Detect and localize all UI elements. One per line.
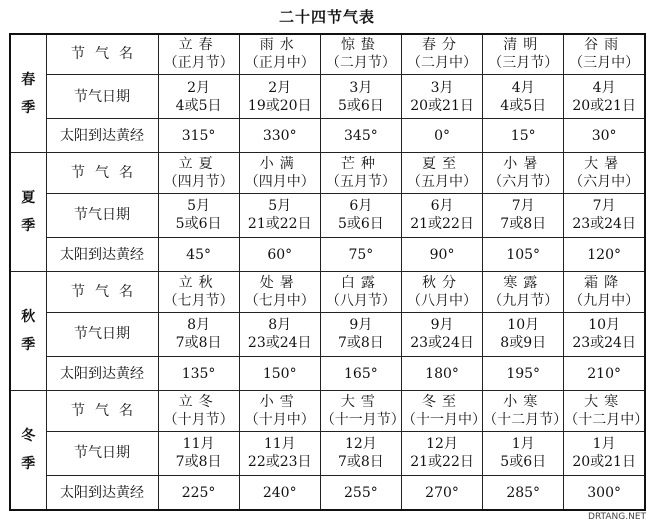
term-date-cell: [320, 193, 401, 237]
term-date-month: 9月: [430, 317, 454, 334]
term-name-cell: [239, 34, 320, 74]
term-month: （正月中）: [244, 55, 315, 72]
row-label-date: 节气日期: [46, 74, 158, 118]
term-date-month: 1月: [511, 436, 535, 453]
term-date-cell: [158, 193, 239, 237]
term-name: 小满: [259, 156, 300, 173]
season-name-row: [10, 153, 645, 193]
term-name-cell: [320, 34, 401, 74]
term-date-day: 22或23日: [247, 454, 312, 471]
term-longitude: 30°: [564, 119, 645, 153]
term-date-month: 5月: [268, 198, 292, 215]
term-month: （八月中）: [407, 293, 478, 310]
term-date-month: 5月: [187, 198, 211, 215]
term-month: （十二月中）: [564, 412, 649, 429]
term-name: 芒种: [340, 156, 381, 173]
term-date-cell: [401, 193, 482, 237]
term-name: 大寒: [584, 394, 625, 411]
term-name-cell: [239, 272, 320, 312]
term-longitude: 195°: [483, 357, 564, 391]
term-name: 处暑: [259, 275, 300, 292]
term-name: 夏至: [422, 156, 463, 173]
row-label-longitude: 太阳到达黄经: [46, 357, 158, 391]
term-month: （十二月节）: [483, 412, 568, 429]
term-name: 大暑: [584, 156, 625, 173]
term-name-cell: [320, 391, 405, 431]
term-name-cell: [158, 153, 239, 193]
term-date-day: 5或6日: [175, 216, 222, 233]
term-date-month: 1月: [592, 436, 616, 453]
term-date-cell: [564, 431, 645, 475]
term-date-cell: [564, 74, 645, 118]
term-date-cell: [401, 431, 482, 475]
term-date-day: 21或22日: [410, 454, 474, 471]
term-name-cell: [158, 34, 239, 74]
term-longitude: 60°: [239, 238, 320, 272]
term-name-cell: [401, 391, 486, 431]
term-date-month: 11月: [182, 436, 215, 453]
season-label: [10, 153, 46, 272]
term-date-day: 7或8日: [175, 335, 222, 352]
season-name-row: [10, 34, 645, 74]
row-label-date: 节气日期: [46, 193, 158, 237]
season-char: 秋: [21, 309, 36, 326]
term-name-cell: [158, 391, 239, 431]
term-date-month: 11月: [263, 436, 296, 453]
season-name-row: [10, 272, 645, 312]
season-date-row: [10, 74, 645, 118]
term-date-day: 5或6日: [337, 97, 384, 114]
term-date-day: 4或5日: [175, 97, 222, 114]
term-date-day: 7或8日: [500, 216, 547, 233]
term-month: （七月节）: [163, 293, 234, 310]
term-date-cell: [158, 312, 239, 356]
season-char: 冬: [21, 428, 36, 445]
term-longitude: 180°: [401, 357, 482, 391]
row-label-longitude: 太阳到达黄经: [46, 476, 158, 510]
term-name-cell: [483, 272, 564, 312]
term-name-cell: [401, 272, 482, 312]
term-date-day: 21或22日: [247, 216, 312, 233]
term-date-cell: [239, 74, 320, 118]
term-date-day: 23或24日: [410, 335, 474, 352]
row-label-longitude: 太阳到达黄经: [46, 238, 158, 272]
term-name: 小雪: [259, 394, 300, 411]
term-name: 白露: [340, 275, 381, 292]
term-name: 立春: [178, 37, 219, 54]
term-date-month: 6月: [430, 198, 454, 215]
term-month: （五月中）: [407, 174, 478, 191]
term-name-cell: [564, 153, 645, 193]
season-label: [10, 272, 46, 391]
season-char: 季: [21, 456, 36, 473]
term-date-cell: [483, 193, 564, 237]
term-date-day: 20或21日: [410, 97, 474, 114]
term-month: （七月中）: [244, 293, 315, 310]
row-label-name: 节气名: [46, 153, 158, 193]
season-longitude-row: [10, 476, 645, 510]
season-date-row: [10, 312, 645, 356]
term-longitude: 150°: [239, 357, 320, 391]
term-name-cell: [401, 34, 482, 74]
term-name: 清明: [503, 37, 544, 54]
term-date-cell: [158, 431, 239, 475]
term-date-day: 23或24日: [247, 335, 312, 352]
term-name: 雨水: [259, 37, 300, 54]
season-char: 夏: [21, 190, 36, 207]
season-date-row: [10, 431, 645, 475]
term-month: （五月节）: [325, 174, 396, 191]
term-month: （十一月节）: [320, 412, 405, 429]
term-longitude: 225°: [158, 476, 239, 510]
term-name: 立秋: [178, 275, 219, 292]
term-name-cell: [320, 272, 401, 312]
term-longitude: 165°: [320, 357, 401, 391]
term-longitude: 90°: [401, 238, 482, 272]
term-date-day: 8或9日: [500, 335, 547, 352]
row-label-date: 节气日期: [46, 431, 158, 475]
term-date-month: 12月: [426, 436, 458, 453]
term-name-cell: [239, 153, 320, 193]
term-longitude: 345°: [320, 119, 401, 153]
term-month: （四月中）: [244, 174, 315, 191]
term-longitude: 255°: [320, 476, 401, 510]
term-name-cell: [483, 153, 564, 193]
term-month: （九月节）: [488, 293, 559, 310]
term-longitude: 330°: [239, 119, 320, 153]
term-name-cell: [564, 34, 645, 74]
term-name: 寒露: [503, 275, 544, 292]
season-longitude-row: [10, 119, 645, 153]
term-longitude: 300°: [564, 476, 645, 510]
term-name: 小寒: [503, 394, 544, 411]
term-longitude: 105°: [483, 238, 564, 272]
term-longitude: 270°: [401, 476, 482, 510]
term-name: 冬至: [422, 394, 463, 411]
term-month: （六月中）: [569, 174, 640, 191]
term-date-month: 10月: [507, 317, 540, 334]
term-date-day: 4或5日: [500, 97, 547, 114]
term-longitude: 120°: [564, 238, 645, 272]
term-date-cell: [239, 312, 320, 356]
term-month: （二月节）: [325, 55, 396, 72]
term-date-month: 2月: [187, 79, 211, 96]
term-month: （三月中）: [569, 55, 640, 72]
term-date-month: 3月: [430, 79, 454, 96]
term-date-month: 8月: [268, 317, 292, 334]
term-date-cell: [483, 312, 564, 356]
term-date-month: 7月: [592, 198, 616, 215]
term-date-cell: [401, 74, 482, 118]
term-date-cell: [401, 312, 482, 356]
term-name-cell: [564, 391, 649, 431]
term-date-cell: [564, 193, 645, 237]
term-date-day: 7或8日: [337, 335, 384, 352]
term-date-day: 23或24日: [572, 216, 636, 233]
term-date-cell: [320, 74, 401, 118]
term-date-month: 4月: [511, 79, 535, 96]
term-date-cell: [320, 312, 401, 356]
term-date-day: 5或6日: [337, 216, 384, 233]
term-name: 小暑: [503, 156, 544, 173]
term-longitude: 315°: [158, 119, 239, 153]
term-date-cell: [158, 74, 239, 118]
term-name: 谷雨: [584, 37, 625, 54]
term-longitude: 0°: [401, 119, 482, 153]
term-date-day: 20或21日: [572, 97, 636, 114]
term-date-cell: [483, 74, 564, 118]
term-longitude: 15°: [483, 119, 564, 153]
term-date-month: 6月: [349, 198, 373, 215]
term-name-cell: [320, 153, 401, 193]
term-date-cell: [239, 431, 320, 475]
season-name-row: [10, 391, 645, 431]
term-date-day: 19或20日: [247, 97, 312, 114]
term-longitude: 285°: [483, 476, 564, 510]
term-date-month: 9月: [349, 317, 373, 334]
term-date-cell: [564, 312, 645, 356]
season-char: 季: [21, 218, 36, 235]
row-label-name: 节气名: [46, 34, 158, 74]
season-char: 季: [21, 99, 36, 116]
row-label-date: 节气日期: [46, 312, 158, 356]
season-char: 春: [21, 71, 36, 88]
term-name: 秋分: [422, 275, 463, 292]
term-month: （八月节）: [325, 293, 396, 310]
term-longitude: 210°: [564, 357, 645, 391]
term-month: （四月节）: [163, 174, 234, 191]
term-longitude: 135°: [158, 357, 239, 391]
season-label: [10, 391, 46, 510]
term-name-cell: [401, 153, 482, 193]
season-date-row: [10, 193, 645, 237]
term-longitude: 45°: [158, 238, 239, 272]
term-name-cell: [158, 272, 239, 312]
term-date-day: 7或8日: [337, 454, 384, 471]
term-date-day: 7或8日: [175, 454, 222, 471]
term-name-cell: [239, 391, 320, 431]
term-name: 春分: [422, 37, 463, 54]
season-longitude-row: [10, 357, 645, 391]
term-name: 大雪: [340, 394, 381, 411]
term-month: （十一月中）: [401, 412, 486, 429]
row-label-name: 节气名: [46, 272, 158, 312]
term-longitude: 240°: [239, 476, 320, 510]
season-label: [10, 34, 46, 153]
term-longitude: 75°: [320, 238, 401, 272]
row-label-name: 节气名: [46, 391, 158, 431]
term-date-day: 5或6日: [500, 454, 547, 471]
term-date-month: 12月: [344, 436, 377, 453]
season-longitude-row: [10, 238, 645, 272]
term-month: （三月节）: [488, 55, 559, 72]
season-char: 季: [21, 337, 36, 354]
term-date-month: 10月: [588, 317, 621, 334]
term-name: 霜降: [584, 275, 625, 292]
term-name: 惊蛰: [340, 37, 381, 54]
term-name-cell: [483, 391, 568, 431]
term-date-day: 20或21日: [572, 454, 636, 471]
solar-terms-table: [9, 33, 649, 511]
term-date-day: 21或22日: [410, 216, 474, 233]
term-month: （十月中）: [244, 412, 315, 429]
term-month: （二月中）: [407, 55, 478, 72]
watermark: DRTANG.NET: [588, 512, 646, 522]
term-date-cell: [320, 431, 401, 475]
term-month: （九月中）: [569, 293, 640, 310]
term-name: 立冬: [178, 394, 219, 411]
page-title: 二十四节气表: [278, 8, 375, 26]
term-date-month: 2月: [268, 79, 292, 96]
row-label-longitude: 太阳到达黄经: [46, 119, 158, 153]
term-month: （六月节）: [488, 174, 559, 191]
term-month: （十月节）: [163, 412, 234, 429]
term-name-cell: [564, 272, 645, 312]
term-name: 立夏: [178, 156, 219, 173]
term-date-month: 8月: [187, 317, 211, 334]
term-date-day: 23或24日: [572, 335, 636, 352]
term-date-cell: [239, 193, 320, 237]
term-month: （正月节）: [163, 55, 234, 72]
term-date-month: 7月: [511, 198, 535, 215]
term-date-month: 3月: [349, 79, 373, 96]
term-name-cell: [483, 34, 564, 74]
term-date-cell: [483, 431, 564, 475]
term-date-month: 4月: [592, 79, 616, 96]
